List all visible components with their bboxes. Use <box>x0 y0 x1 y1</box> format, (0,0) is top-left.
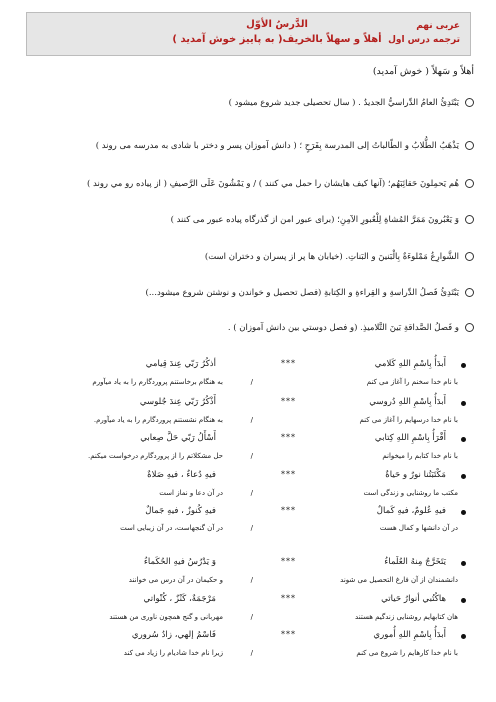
intro-text: أهلاً و سَهلاً ( خوش آمدید) <box>372 66 474 77</box>
bullet-dot-icon <box>461 634 466 639</box>
bullet-dot-icon <box>461 598 466 603</box>
text-line: يَبْتَدِئُ العامُ الدِّراسيُّ الجديدُ . ( سال تحصیلی جدید شروع میشود ) <box>14 97 474 109</box>
bullet-dot-icon <box>461 401 466 406</box>
lesson-title: الدَّرسُ الأوّل <box>246 19 308 30</box>
text-line: و فَصلُ الصَّداقةِ بَينَ التَّلاميذِ. (و فصل دوستي بين دانش آموزان ) . <box>14 322 474 334</box>
bullet-dot-icon <box>461 474 466 479</box>
poem-verse: أَبدَأُ بِاسْمِ اللهِ أُموري *** فَاسْمُ إلهي، زادُ سُروري <box>26 630 466 644</box>
bullet-dot-icon <box>461 437 466 442</box>
bullet-dot-icon <box>461 363 466 368</box>
circle-bullet-icon <box>465 98 474 107</box>
circle-bullet-icon <box>465 323 474 332</box>
subject-label: عربی نهم <box>416 21 460 31</box>
worksheet-page: عربی نهم ترجمه درس اول الدَّرسُ الأوّل أهلاً و سهلاً بالخریف( به پاییز خوش آمدید ) أهلاً و سَهلاً ( خوش آمدید) يَبْتَدِئُ العامُ الدِّراسيُّ الجديدُ . ( سال تحصیلی جدید شروع میشود ) يَذْهَبُ الطُّلابُ و الطّالباتُ إلى المدرسة بِفَرَحٍ ؛ ( دانش آموزان پسر و دختر با شادی به مدرسه می روند ) هُم يَحمِلونَ حَقائِبَهُم؛ (آنها كيف هايشان را حمل مي كنند ) / و يَمْشُونَ عَلَى الرَّصيفِ ( از پياده رو مي روند ) وَ يَعْبُرونَ مَمَرَّ المُشاةِ لِلْعُبورِ الآمِنِ؛ (براى عبور امن از گذرگاه پياده عبور مى كنند ) الشَّوارِعُ مَمْلوءَةٌ بِالْبَنينَ و البَناتِ. (خيابان ها پر از پسران و دختران است) يَبْتَدِئُ فَصلُ الدِّراسةِ و القِراءةِ و الكِتابةِ (فصل تحصيل و خواندن و نوشتن شروع ميشود...) و فَصلُ الصَّداقةِ بَينَ التَّلاميذِ. (و فصل دوستي بين دانش آموزان ) . أَبدَأُ بِاسْمِ اللهِ كَلامي *** أذكُرُ رَبّي عِندَ قِيامي با نام خدا سخنم را آغاز می کنم / به هنگام برخاستنم پروردگارم را به یاد میآورم أَبدَأُ بِاسْمِ اللهِ دُروسي *** أَذْكُرُ رَبّي عِندَ جُلوسي با نام خدا درسهایم را آغاز می کنم / به هنگام نشستنم پروردگارم را به یاد میآورم. أَقْرَأُ بِاسْمِ اللهِ كِتابي *** أَسْأَلُ رَبّي حَلَّ صِعابي با نام خدا كتابم را میخوانم / حل مشكلاتم را از پروردگارم درخواست میكنم. مَكْتَبَتُنا نورٌ و حَياةٌ *** فيهِ دُعاءٌ ، فيهِ صَلاةٌ مكتب ما روشنایی و زندگی است / در آن دعا و نماز است فيهِ عُلومٌ، فيهِ كَمالٌ *** فيهِ كُنوزٌ ، فيهِ جَمالٌ در آن دانشها و كمال هست / در آن گنجهاست، در آن زیبایی است يَتَخَرَّجُ مِنهُ العُلَماءُ *** وَ يَدْرُسُ فيهِ الحُكَماءُ دانشمندان از آن فارغ التحصیل می شوند / و حكیمان در آن درس می خوانند هاكُتُبي أنوارُ حَياتي *** مَرْجَمَةٌ، كَنْزٌ ، كُنْواتي هان كتابهایم روشنایی زندگیم هستند / مهربانی و گنج همچون ناوری من هستند أَبدَأُ بِاسْمِ اللهِ أُموري *** فَاسْمُ إلهي، زادُ سُروري با نام خدا كارهایم را شروع می كنم / زیرا نام خدا شادیام را زیاد می كند <box>0 0 496 702</box>
lesson-translation-label: ترجمه درس اول <box>388 35 460 45</box>
bullet-dot-icon <box>461 510 466 515</box>
bullet-dot-icon <box>461 561 466 566</box>
circle-bullet-icon <box>465 252 474 261</box>
poem-verse: هاكُتُبي أنوارُ حَياتي *** مَرْجَمَةٌ، كَنْزٌ ، كُنْواتي <box>26 594 466 608</box>
poem-verse: مَكْتَبَتُنا نورٌ و حَياةٌ *** فيهِ دُعاءٌ ، فيهِ صَلاةٌ <box>26 470 466 484</box>
text-line: وَ يَعْبُرونَ مَمَرَّ المُشاةِ لِلْعُبورِ الآمِنِ؛ (براى عبور امن از گذرگاه پياده عبور مى كنند ) <box>14 214 474 226</box>
header-box <box>26 12 471 56</box>
poem-verse: أَبدَأُ بِاسْمِ اللهِ كَلامي *** أذكُرُ رَبّي عِندَ قِيامي <box>26 359 466 373</box>
text-line: يَذْهَبُ الطُّلابُ و الطّالباتُ إلى المدرسة بِفَرَحٍ ؛ ( دانش آموزان پسر و دختر با شادی به مدرسه می روند ) <box>14 140 474 152</box>
circle-bullet-icon <box>465 215 474 224</box>
circle-bullet-icon <box>465 141 474 150</box>
poem-verse: أَقْرَأُ بِاسْمِ اللهِ كِتابي *** أَسْأَلُ رَبّي حَلَّ صِعابي <box>26 433 466 447</box>
circle-bullet-icon <box>465 288 474 297</box>
text-line: الشَّوارِعُ مَمْلوءَةٌ بِالْبَنينَ و البَناتِ. (خيابان ها پر از پسران و دختران است) <box>14 251 474 263</box>
poem-verse: فيهِ عُلومٌ، فيهِ كَمالٌ *** فيهِ كُنوزٌ ، فيهِ جَمالٌ <box>26 506 466 520</box>
circle-bullet-icon <box>465 179 474 188</box>
poem-verse: يَتَخَرَّجُ مِنهُ العُلَماءُ *** وَ يَدْرُسُ فيهِ الحُكَماءُ <box>26 557 466 571</box>
header-titles <box>147 17 407 47</box>
text-line: يَبْتَدِئُ فَصلُ الدِّراسةِ و القِراءةِ و الكِتابةِ (فصل تحصيل و خواندن و نوشتن شروع ميشود...) <box>14 287 474 299</box>
poem-verse: أَبدَأُ بِاسْمِ اللهِ دُروسي *** أَذْكُرُ رَبّي عِندَ جُلوسي <box>26 397 466 411</box>
text-line: هُم يَحمِلونَ حَقائِبَهُم؛ (آنها كيف هايشان را حمل مي كنند ) / و يَمْشُونَ عَلَى الرَّصيفِ ( از پياده رو مي روند ) <box>14 178 474 190</box>
lesson-subtitle: أهلاً و سهلاً بالخریف( به پاییز خوش آمدید ) <box>172 34 382 45</box>
